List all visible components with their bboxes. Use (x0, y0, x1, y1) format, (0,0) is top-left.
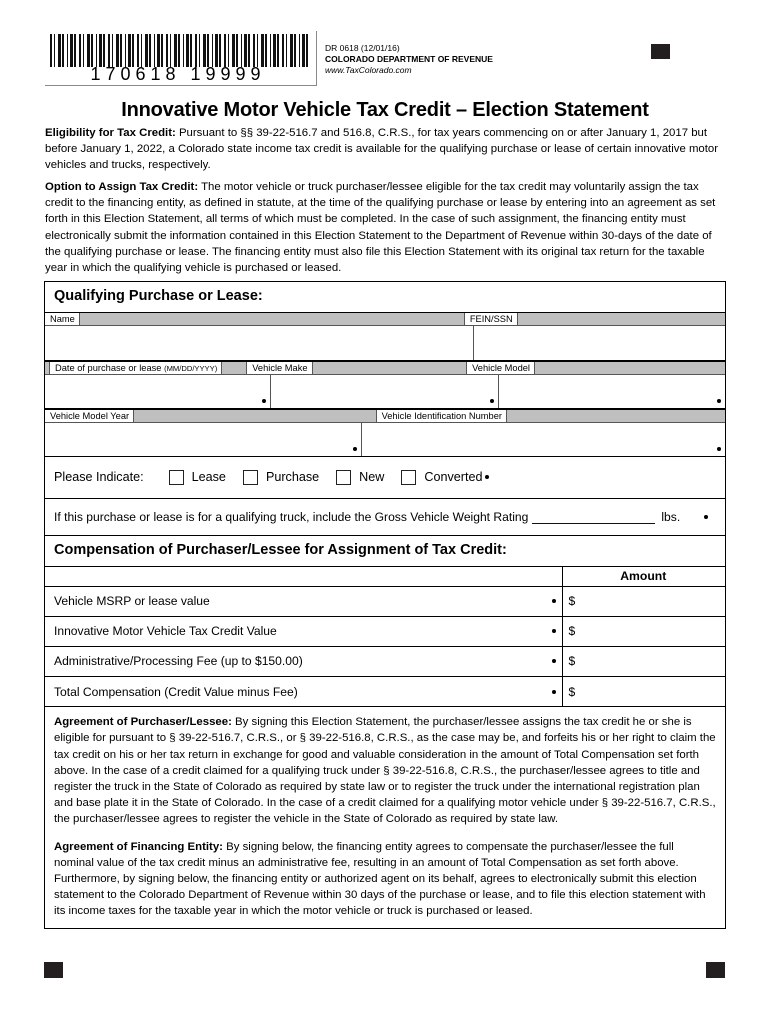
currency-symbol: $ (568, 684, 576, 699)
gvwr-unit: lbs. (661, 509, 681, 524)
field-dot (485, 475, 489, 479)
form-body (44, 281, 726, 929)
strip-gap-4 (134, 410, 375, 422)
model-label: Vehicle Model (466, 362, 535, 374)
field-dot (552, 629, 556, 633)
row-label-credit-value: Innovative Motor Vehicle Tax Credit Value (45, 616, 562, 646)
registration-mark-top-right (651, 44, 670, 59)
date-input[interactable] (45, 375, 270, 408)
vin-input[interactable] (361, 423, 725, 456)
option-label-converted: Converted (424, 470, 483, 485)
compensation-section-title: Compensation of Purchaser/Lessee for Assignment of Tax Credit: (45, 535, 725, 566)
agency-website: www.TaxColorado.com (325, 65, 412, 76)
checkbox-lease[interactable] (169, 470, 184, 485)
agency-header (325, 43, 493, 77)
col-description-header (45, 566, 562, 586)
registration-mark-bottom-left (44, 962, 63, 978)
eligibility-paragraph (45, 125, 726, 174)
date-make-model-entry-row (45, 375, 725, 408)
col-amount-header: Amount (562, 566, 725, 586)
financing-agreement-label: Agreement of Financing Entity: (54, 840, 223, 853)
option-label-purchase: Purchase (265, 470, 320, 485)
model-input[interactable] (498, 375, 725, 408)
gvwr-text: If this purchase or lease is for a qualifying truck, include the Gross Vehicle Weight Rating (54, 509, 529, 524)
qualifying-section-title: Qualifying Purchase or Lease: (54, 288, 263, 304)
fein-label: FEIN/SSN (465, 313, 518, 325)
strip-gap-2 (313, 362, 467, 374)
date-label-text: Date of purchase or lease (55, 362, 162, 373)
vin-label: Vehicle Identification Number (376, 410, 507, 422)
financing-agreement-paragraph (45, 830, 725, 928)
field-dot (717, 399, 721, 403)
name-strip-fill (80, 313, 464, 325)
model-year-label: Vehicle Model Year (45, 410, 134, 422)
table-row (45, 616, 725, 646)
strip-gap-5 (507, 410, 725, 422)
currency-symbol: $ (568, 594, 576, 609)
eligibility-text: Pursuant to §§ 39-22-516.7 and 516.8, C.R.S., for tax years commencing on or after January 1, 2017 but before January 1, 2022, a Colorado state income tax credit is available for the qualifying purchase or lease of certain innovative motor vehicles and trucks, respectively. (45, 127, 719, 172)
name-input[interactable] (45, 326, 473, 360)
field-dot (552, 690, 556, 694)
financing-agreement-text: By signing below, the financing entity agrees to compensate the purchaser/lessee the full nominal value of the tax credit minus an administrative fee, resulting in an amount of Total Compensation as set forth above. Furthermore, by signing below, the financing entity or authorized agent on its behalf, agrees to electronically submit this election statement to the Colorado Department of Revenue within 30 days of the purchase or lease, and to file this election statement with its income taxes for the taxable year in which the motor vehicle or truck is purchased or leased. (54, 840, 706, 918)
checkbox-purchase[interactable] (243, 470, 258, 485)
checkbox-converted[interactable] (401, 470, 416, 485)
strip-gap-3 (535, 362, 725, 374)
purchaser-agreement-label: Agreement of Purchaser/Lessee: (54, 716, 232, 729)
page-title: Innovative Motor Vehicle Tax Credit – Election Statement (121, 99, 649, 121)
strip-gap-1 (222, 362, 246, 374)
table-header-row (45, 566, 725, 586)
purchaser-agreement-paragraph (45, 706, 725, 830)
purchaser-agreement-text: By signing this Election Statement, the purchaser/lessee assigns the tax credit he or she is eligible for pursuant to § 39-22-516.7, C.R.S., or § 39-22-516.8, C.R.S., as the case may be, and forfeits his or her right to claim the tax credit on his or her tax return in exchange for good and valuable consideration in the amount of Total Compensation set forth above. In the case of a credit claimed for a qualifying truck under § 39-22-516.8, C.R.S., the purchaser/lessee agrees to title and register the truck in the State of Colorado as required by state law or to register the truck under the international registration plan and base plate it in the State of Colorado. In the case of a credit claimed for a qualifying motor vehicle under § 39-22-516.7, C.R.S., the purchaser/lessee agrees to register the vehicle in the State of Colorado as required by state law. (54, 716, 716, 825)
field-dot (353, 447, 357, 451)
field-dot (490, 399, 494, 403)
option-label-lease: Lease (191, 470, 226, 485)
option-paragraph (45, 179, 726, 276)
make-label: Vehicle Make (246, 362, 312, 374)
compensation-table-body (45, 586, 725, 706)
indicate-label: Please Indicate: (54, 470, 144, 485)
make-input[interactable] (270, 375, 498, 408)
date-label (49, 362, 222, 374)
row-label-msrp: Vehicle MSRP or lease value (45, 586, 562, 616)
amount-input-total[interactable] (562, 676, 725, 706)
table-row (45, 586, 725, 616)
amount-input-msrp[interactable] (562, 586, 725, 616)
option-text: The motor vehicle or truck purchaser/lessee eligible for the tax credit may voluntarily assign the tax credit to the financing entity, as defined in statute, at the time of the qualifying purchase or lease by entering into an agreement as set forth in this Election Statement, all terms of which must be completed. In the case of such assignment, the financing entity must electronically submit the information contained in this Election Statement to the Department of Revenue within 30-days of the date of the qualifying purchase or lease. The financing entity must also file this Election Statement with its original tax return for the taxable year in which the qualifying vehicle is purchased or leased. (45, 181, 716, 274)
fein-input[interactable] (473, 326, 725, 360)
amount-input-credit-value[interactable] (562, 616, 725, 646)
model-year-vin-label-strip (45, 409, 725, 423)
option-label-new: New (359, 470, 385, 485)
date-make-model-label-strip (45, 361, 725, 375)
barcode-block (45, 31, 317, 86)
row-label-total: Total Compensation (Credit Value minus Fee) (45, 676, 562, 706)
field-dot (262, 399, 266, 403)
field-dot (717, 447, 721, 451)
gvwr-row (45, 498, 725, 535)
table-row (45, 676, 725, 706)
barcode-image (50, 34, 311, 67)
indicate-row (45, 456, 725, 498)
field-dot (552, 659, 556, 663)
model-year-input[interactable] (45, 423, 361, 456)
name-label: Name (45, 313, 80, 325)
row-label-admin-fee: Administrative/Processing Fee (up to $150.00) (45, 646, 562, 676)
date-format-hint: (MM/DD/YYYY) (164, 363, 218, 373)
fein-strip-fill (518, 313, 725, 325)
option-label: Option to Assign Tax Credit: (45, 181, 199, 193)
eligibility-label: Eligibility for Tax Credit: (45, 127, 176, 139)
barcode-digits: 170618 19999 (90, 64, 266, 84)
gvwr-input[interactable] (532, 510, 655, 524)
field-dot (552, 599, 556, 603)
checkbox-new[interactable] (336, 470, 351, 485)
currency-symbol: $ (568, 654, 576, 669)
table-row (45, 646, 725, 676)
registration-mark-bottom-right (706, 962, 725, 978)
form-number: DR 0618 (12/01/16) (325, 43, 400, 53)
name-fein-label-strip (45, 312, 725, 326)
agency-name: COLORADO DEPARTMENT OF REVENUE (325, 54, 493, 65)
compensation-table (45, 566, 725, 707)
compensation-table-head (45, 566, 725, 586)
currency-symbol: $ (568, 624, 576, 639)
model-year-vin-entry-row (45, 423, 725, 456)
amount-input-admin-fee[interactable] (562, 646, 725, 676)
field-dot (704, 515, 708, 519)
name-fein-entry-row (45, 326, 725, 360)
